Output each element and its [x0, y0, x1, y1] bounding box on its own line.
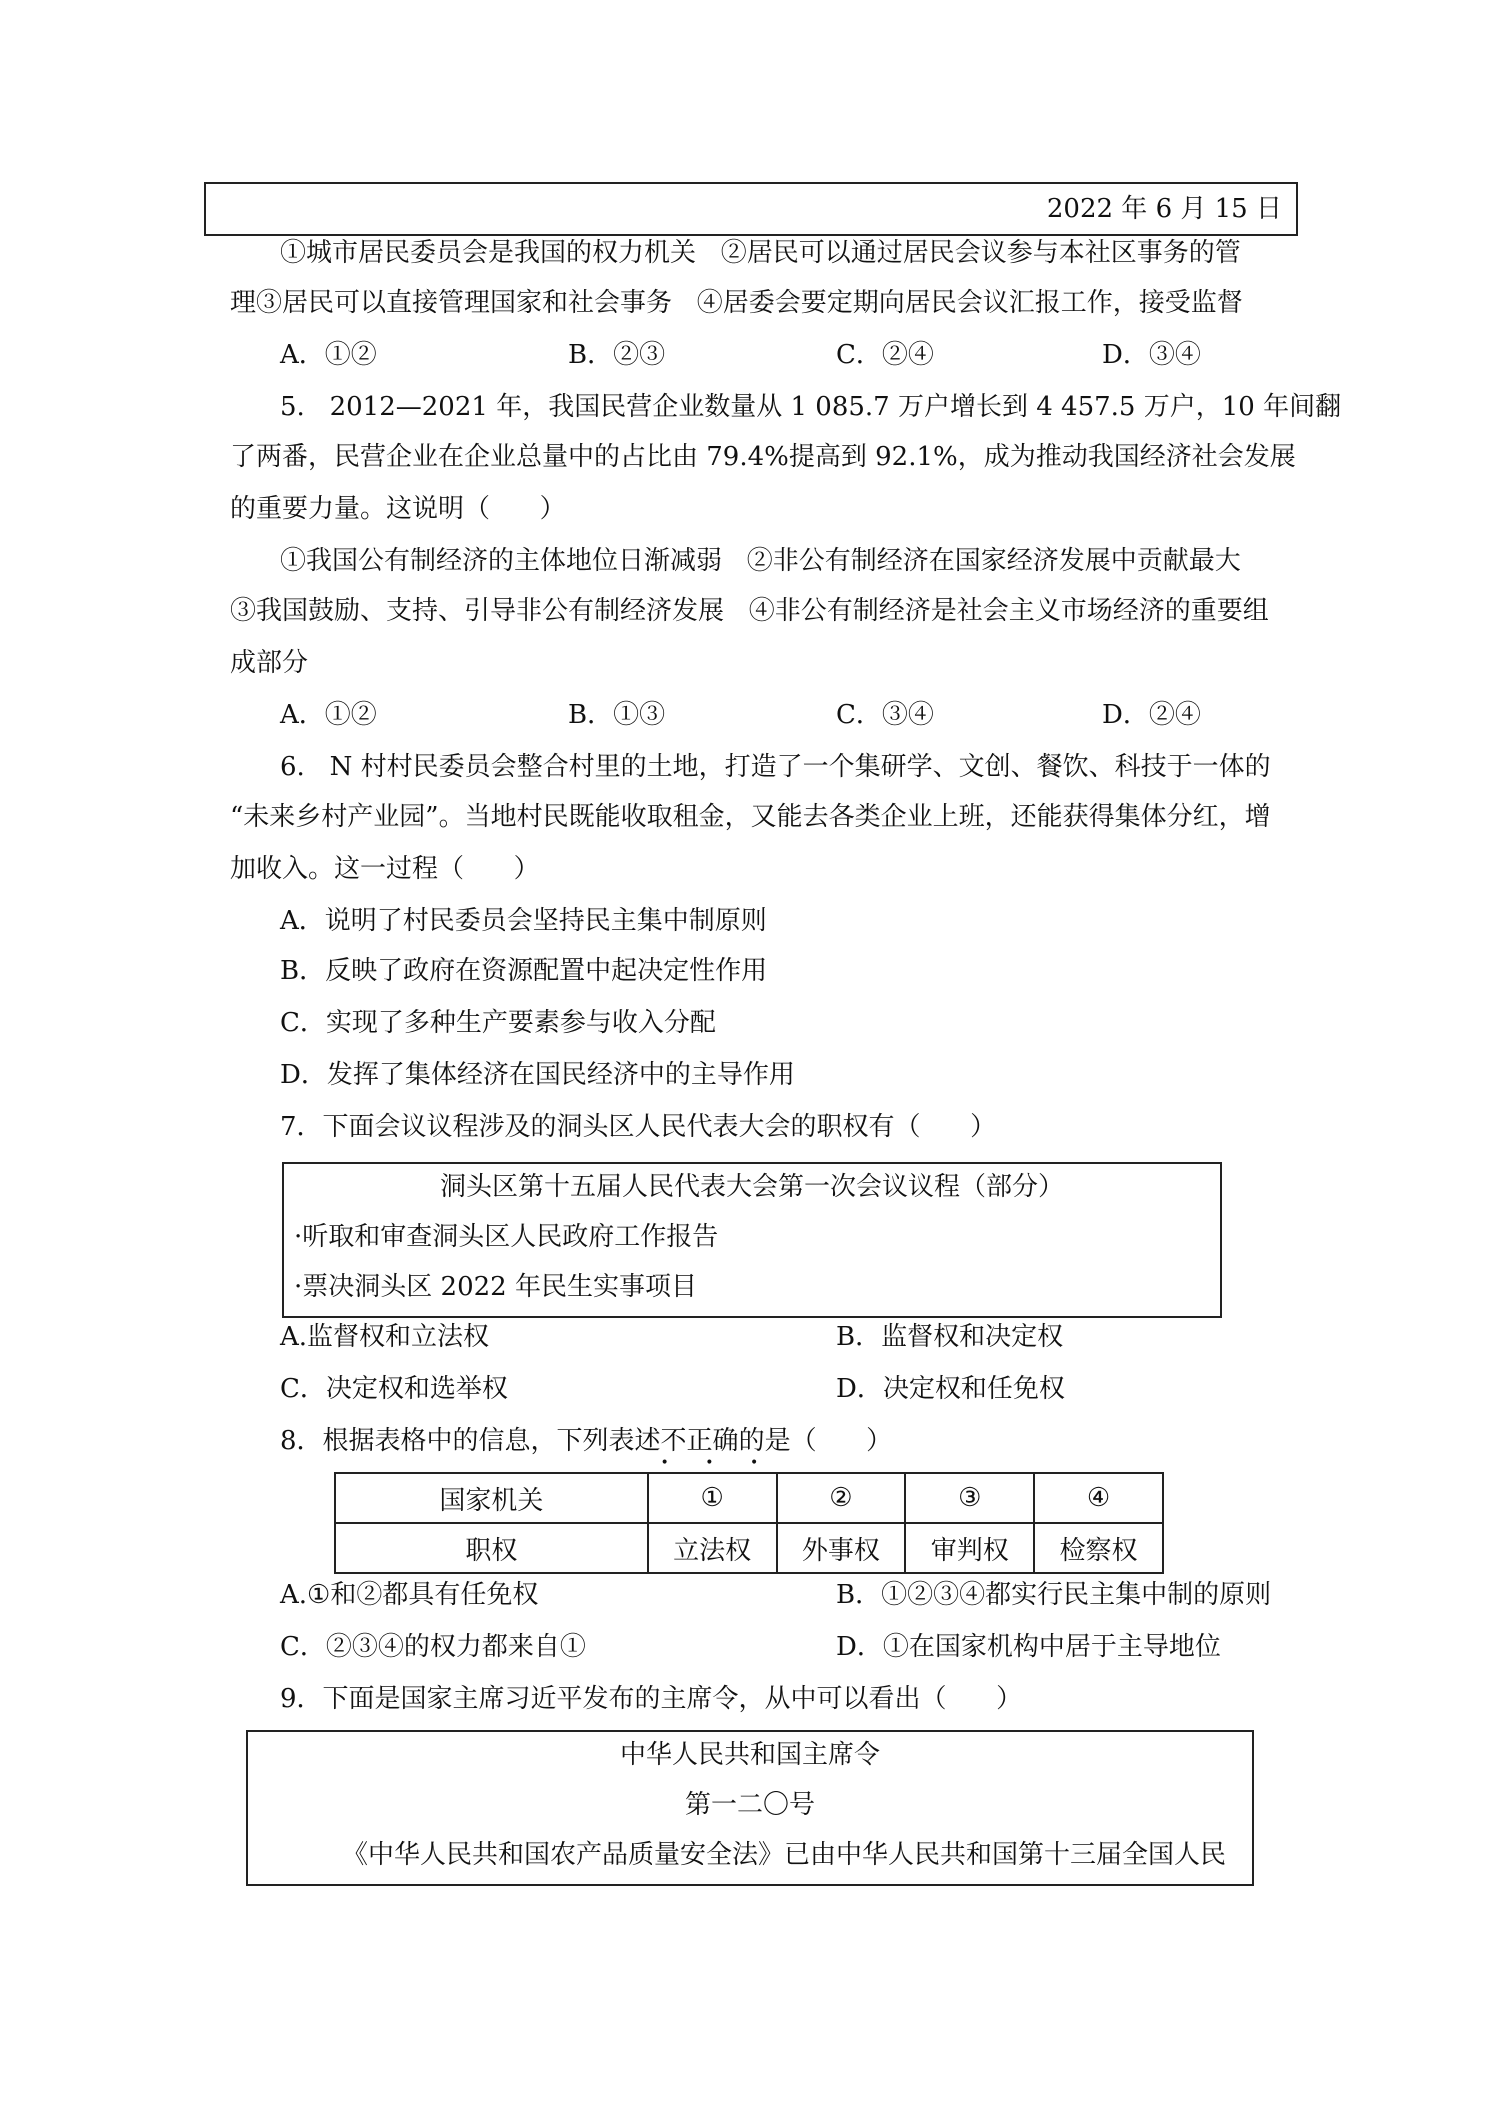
q7-stem: 7．下面会议议程涉及的洞头区人民代表大会的职权有（ ） [280, 1112, 997, 1142]
q6-stem-line1: 6. N 村村民委员会整合村里的土地，打造了一个集研学、文创、餐饮、科技于一体的 [280, 752, 1271, 782]
q4-option-a: A．①② [280, 340, 377, 370]
q4-option-d: D．③④ [1102, 340, 1201, 370]
q8-stem-after: 的是（ ） [738, 1426, 893, 1456]
q6-option-d: D．发挥了集体经济在国民经济中的主导作用 [280, 1060, 795, 1090]
date-header-box [204, 182, 1298, 236]
q9-decree-title: 中华人民共和国主席令 [619, 1740, 880, 1770]
q9-decree-number: 第一二〇号 [684, 1790, 815, 1820]
q8-stem-emphasis: 不正确 • • • [660, 1426, 775, 1471]
q5-option-d: D．②④ [1102, 700, 1201, 730]
q8-row-cell: 检察权 [1034, 1523, 1163, 1573]
q5-option-c: C．③④ [836, 700, 934, 730]
q5-statements-line2: ③我国鼓励、支持、引导非公有制经济发展 ④非公有制经济是社会主义市场经济的重要组 [230, 596, 1269, 626]
q6-option-c: C．实现了多种生产要素参与收入分配 [280, 1008, 716, 1038]
q7-option-a: A.监督权和立法权 [280, 1322, 490, 1352]
q7-option-b: B．监督权和决定权 [836, 1322, 1064, 1352]
q7-agenda-title: 洞头区第十五届人民代表大会第一次会议议程（部分） [439, 1172, 1064, 1202]
q8-header-cell: ④ [1034, 1473, 1163, 1523]
table-row [335, 1473, 1163, 1523]
q4-option-b: B．②③ [568, 340, 666, 370]
q8-row-cell: 职权 [335, 1523, 648, 1573]
q9-decree-text: 《中华人民共和国农产品质量安全法》已由中华人民共和国第十三届全国人民 [342, 1840, 1227, 1870]
q6-option-a: A．说明了村民委员会坚持民主集中制原则 [280, 906, 767, 936]
q6-stem-line2: “未来乡村产业园”。当地村民既能收取租金，又能去各类企业上班，还能获得集体分红，增 [230, 802, 1271, 832]
q7-option-c: C．决定权和选举权 [280, 1374, 508, 1404]
q8-option-c: C．②③④的权力都来自① [280, 1632, 586, 1662]
q5-statements-line1: ①我国公有制经济的主体地位日渐减弱 ②非公有制经济在国家经济发展中贡献最大 [280, 546, 1241, 576]
q8-option-b: B．①②③④都实行民主集中制的原则 [836, 1580, 1272, 1610]
q8-stem-before: 8．根据表格中的信息，下列表述 [280, 1426, 661, 1456]
date-text: 2022 年 6 月 15 日 [1046, 194, 1282, 224]
q8-row-cell: 审判权 [905, 1523, 1034, 1573]
q7-agenda-item1: ·听取和审查洞头区人民政府工作报告 [294, 1222, 719, 1252]
q5-stem-line3: 的重要力量。这说明（ ） [230, 494, 566, 524]
q5-option-a: A．①② [280, 700, 377, 730]
q5-stem-line1: 5. 2012—2021 年，我国民营企业数量从 1 085.7 万户增长到 4 457.5 万户，10 年间翻 [280, 392, 1342, 422]
q8-option-a: A.①和②都具有任免权 [280, 1580, 539, 1610]
q8-row-cell: 外事权 [777, 1523, 906, 1573]
table-row [335, 1523, 1163, 1573]
q8-header-cell: ② [777, 1473, 906, 1523]
q8-header-cell: ① [648, 1473, 777, 1523]
q8-stem [280, 1424, 893, 1471]
q6-option-b: B．反映了政府在资源配置中起决定性作用 [280, 956, 768, 986]
q9-decree-box [246, 1730, 1254, 1886]
q8-table [334, 1472, 1164, 1574]
q5-stem-line2: 了两番，民营企业在企业总量中的占比由 79.4%提高到 92.1%，成为推动我国经济社会发展 [230, 442, 1296, 472]
q8-header-cell: 国家机关 [335, 1473, 648, 1523]
q5-statements-line3: 成部分 [230, 648, 309, 678]
q4-statements-line1: ①城市居民委员会是我国的权力机关 ②居民可以通过居民会议参与本社区事务的管 [280, 238, 1241, 268]
q5-option-b: B．①③ [568, 700, 666, 730]
q8-option-d: D．①在国家机构中居于主导地位 [836, 1632, 1221, 1662]
q9-stem: 9．下面是国家主席习近平发布的主席令，从中可以看出（ ） [280, 1684, 1023, 1714]
q4-option-c: C．②④ [836, 340, 934, 370]
q8-row-cell: 立法权 [648, 1523, 777, 1573]
q7-agenda-box [282, 1162, 1222, 1318]
q7-agenda-item2: ·票决洞头区 2022 年民生实事项目 [294, 1272, 697, 1302]
q6-stem-line3: 加收入。这一过程（ ） [230, 854, 540, 884]
q8-header-cell: ③ [905, 1473, 1034, 1523]
q4-statements-line2: 理③居民可以直接管理国家和社会事务 ④居委会要定期向居民会议汇报工作，接受监督 [230, 288, 1243, 318]
q7-option-d: D．决定权和任免权 [836, 1374, 1065, 1404]
